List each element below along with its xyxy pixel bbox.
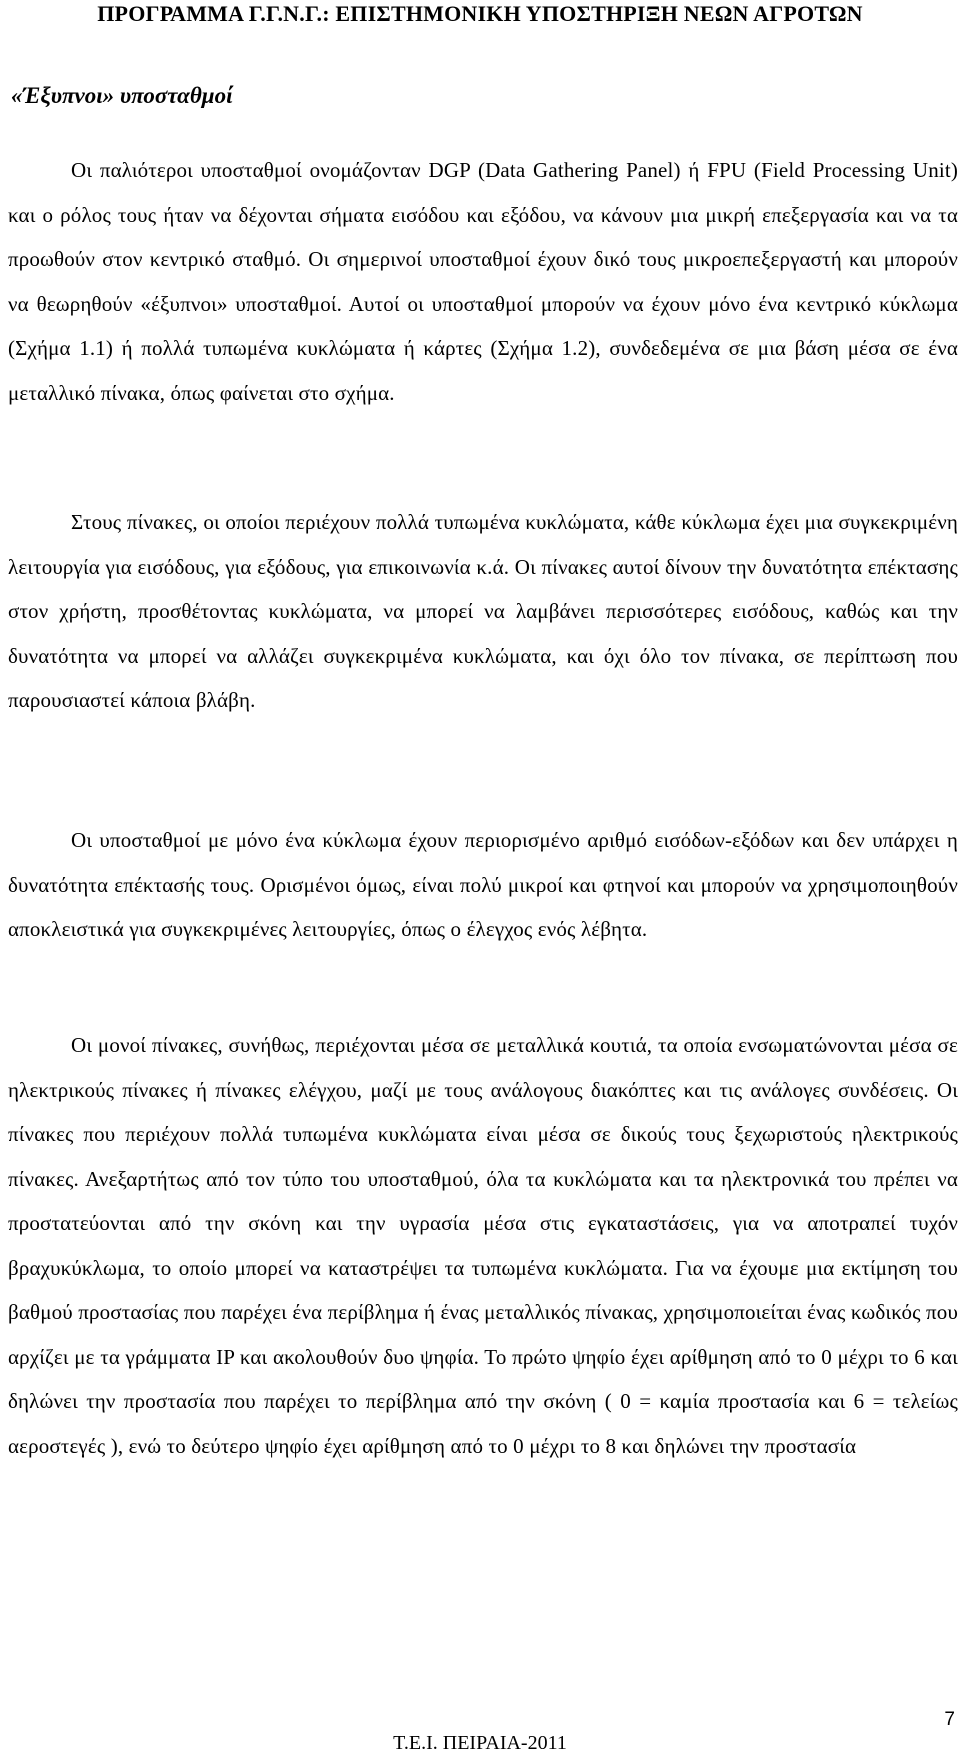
page-number: 7 <box>944 1709 955 1730</box>
paragraph-single-circuit: Οι υποσταθμοί με μόνο ένα κύκλωμα έχουν περιορισμένο αριθμό εισόδων-εξόδων και δεν υπάρχει η δυνατότητα επέκτασής τους. Ορισμένοι όμως, είναι πολύ μικροί και φτηνοί και μπορούν να χρησιμοποιηθούν αποκλειστικά για συγκεκριμένες λειτουργίες, όπως ο έλεγχος ενός λέβητα. <box>8 828 958 941</box>
running-footer: Τ.Ε.Ι. ΠΕΙΡΑΙΑ-2011 <box>393 1732 567 1754</box>
running-header: ΠΡΟΓΡΑΜΜΑ Γ.Γ.Ν.Γ.: ΕΠΙΣΤΗΜΟΝΙΚΗ ΥΠΟΣΤΗΡΙΞΗ ΝΕΩΝ ΑΓΡΟΤΩΝ <box>97 1 863 26</box>
paragraph-dgp-fpu: Οι παλιότεροι υποσταθμοί ονομάζονταν DGP (Data Gathering Panel) ή FPU (Field Processing Unit) και ο ρόλος τους ήταν να δέχονται σήματα εισόδου και εξόδου, να κάνουν μια μικρή επεξεργασία και να τα προωθούν στον κεντρικό σταθμό. Οι σημερινοί υποσταθμοί έχουν δικό τους μικροεπεξεργαστή και μπορούν να θεωρηθούν «έξυπνοι» υποσταθμοί. Αυτοί οι υποσταθμοί μπορούν να έχουν μόνο ένα κεντρικό κύκλωμα (Σχήμα 1.1) ή πολλά τυπωμένα κυκλώματα ή κάρτες (Σχήμα 1.2), συνδεδεμένα σε μια βάση μέσα σε ένα μεταλλικό πίνακα, όπως φαίνεται στο σχήμα. <box>8 158 958 405</box>
paragraph-enclosures-ip: Οι μονοί πίνακες, συνήθως, περιέχονται μέσα σε μεταλλικά κουτιά, τα οποία ενσωματώνονται μέσα σε ηλεκτρικούς πίνακες ή πίνακες ελέγχου, μαζί με τους ανάλογους διακόπτες και τις ανάλογες συνδέσεις. Οι πίνακες που περιέχουν πολλά τυπωμένα κυκλώματα είναι μέσα σε δικούς τους ξεχωριστούς ηλεκτρικούς πίνακες. Ανεξαρτήτως από τον τύπο του υποσταθμού, όλα τα κυκλώματα και τα ηλεκτρονικά του πρέπει να προστατεύονται από την σκόνη και την υγρασία μέσα στις εγκαταστάσεις, για να αποτραπεί τυχόν βραχυκύκλωμα, το οποίο μπορεί να καταστρέψει τα τυπωμένα κυκλώματα. Για να έχουμε μια εκτίμηση του βαθμού προστασίας που παρέχει ένα περίβλημα ή ένας μεταλλικός πίνακας, χρησιμοποιείται ένας κωδικός που αρχίζει με τα γράμματα IP και ακολουθούν δυο ψηφία. Το πρώτο ψηφίο έχει αρίθμηση από το 0 μέχρι το 6 και δηλώνει την προστασία που παρέχει το περίβλημα από την σκόνη ( 0 = καμία προστασία και 6 = τελείως αεροστεγές ), ενώ το δεύτερο ψηφίο έχει αρίθμηση από το 0 μέχρι το 8 και δηλώνει την προστασία <box>8 1033 958 1458</box>
section-title: «Έξυπνοι» υποσταθμοί <box>11 83 233 108</box>
paragraph-multi-circuit-panels: Στους πίνακες, οι οποίοι περιέχουν πολλά τυπωμένα κυκλώματα, κάθε κύκλωμα έχει μια συγκεκριμένη λειτουργία για εισόδους, για εξόδους, για επικοινωνία κ.ά. Οι πίνακες αυτοί δίνουν την δυνατότητα επέκτασης στον χρήστη, προσθέτοντας κυκλώματα, να μπορεί να λαμβάνει περισσότερες εισόδους, καθώς και την δυνατότητα να μπορεί να αλλάζει συγκεκριμένα κυκλώματα, και όχι όλο τον πίνακα, σε περίπτωση που παρουσιαστεί κάποια βλάβη. <box>8 510 958 712</box>
